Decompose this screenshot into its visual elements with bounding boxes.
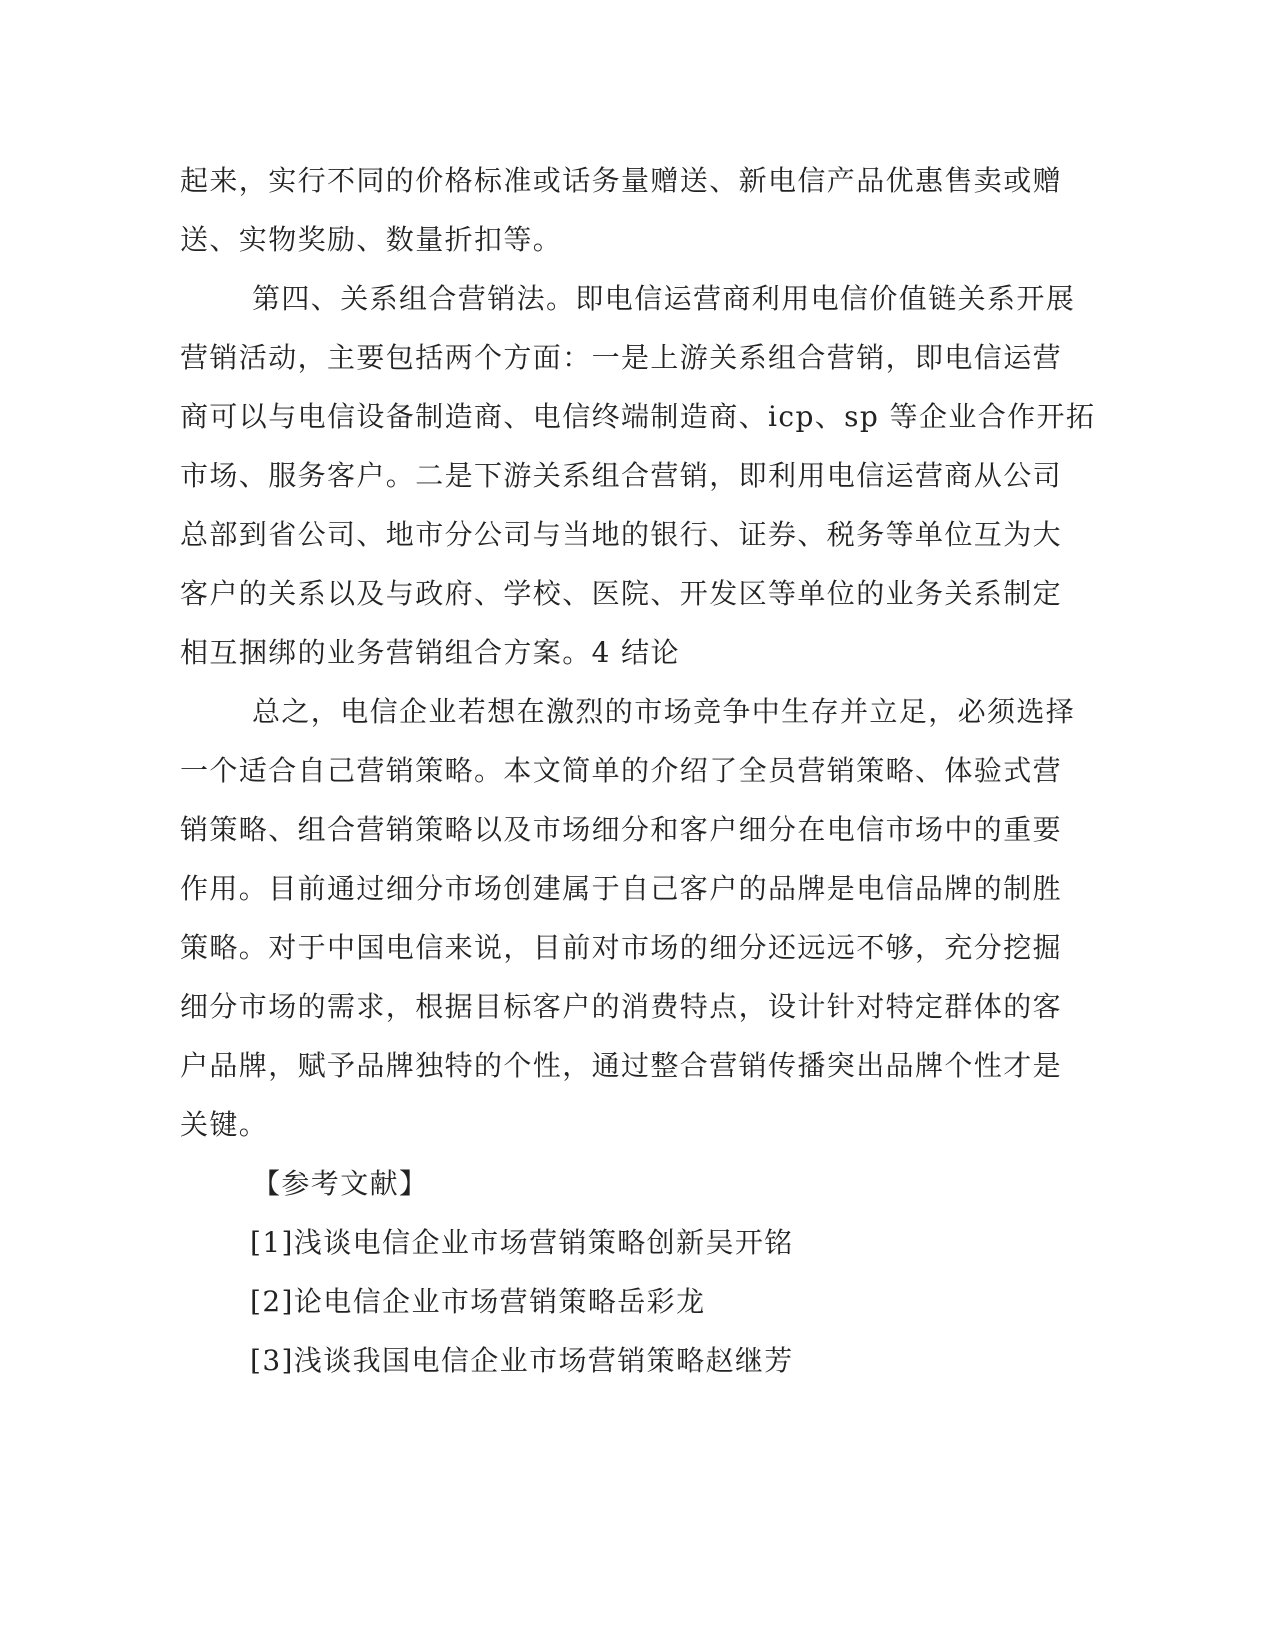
text-line: 第四、关系组合营销法。即电信运营商利用电信价值链关系开展 xyxy=(252,282,1076,315)
text-line: 户品牌，赋予品牌独特的个性，通过整合营销传播突出品牌个性才是 xyxy=(180,1049,1063,1082)
references-list xyxy=(180,1213,1030,1390)
text-line: 细分市场的需求，根据目标客户的消费特点，设计针对特定群体的客 xyxy=(180,990,1063,1023)
paragraph-conclusion xyxy=(180,682,1076,1154)
reference-item: [2]论电信企业市场营销策略岳彩龙 xyxy=(250,1285,706,1318)
paragraph-relationship-marketing xyxy=(180,269,1096,682)
text-line: 策略。对于中国电信来说，目前对市场的细分还远远不够，充分挖掘 xyxy=(180,931,1063,964)
text-line: 销策略、组合营销策略以及市场细分和客户细分在电信市场中的重要 xyxy=(180,813,1063,846)
text-line: 作用。目前通过细分市场创建属于自己客户的品牌是电信品牌的制胜 xyxy=(180,872,1063,905)
text-line: 一个适合自己营销策略。本文简单的介绍了全员营销策略、体验式营 xyxy=(180,754,1063,787)
reference-item: [3]浅谈我国电信企业市场营销策略赵继芳 xyxy=(250,1344,794,1377)
references-heading: 【参考文献】 xyxy=(252,1167,429,1200)
text-line: 营销活动，主要包括两个方面：一是上游关系组合营销，即电信运营 xyxy=(180,341,1063,374)
paragraph-price-promotion xyxy=(180,151,1063,269)
text-line: 总部到省公司、地市分公司与当地的银行、证券、税务等单位互为大 xyxy=(180,518,1063,551)
text-line: 客户的关系以及与政府、学校、医院、开发区等单位的业务关系制定 xyxy=(180,577,1063,610)
text-line: 起来，实行不同的价格标准或话务量赠送、新电信产品优惠售卖或赠 xyxy=(180,164,1063,197)
text-line: 送、实物奖励、数量折扣等。 xyxy=(180,223,563,256)
reference-item: [1]浅谈电信企业市场营销策略创新吴开铭 xyxy=(250,1226,794,1259)
text-line: 关键。 xyxy=(180,1108,269,1141)
text-line: 市场、服务客户。二是下游关系组合营销，即利用电信运营商从公司 xyxy=(180,459,1063,492)
text-line: 相互捆绑的业务营销组合方案。4 结论 xyxy=(180,636,680,669)
text-line: 总之，电信企业若想在激烈的市场竞争中生存并立足，必须选择 xyxy=(252,695,1076,728)
text-line: 商可以与电信设备制造商、电信终端制造商、icp、sp 等企业合作开拓 xyxy=(180,400,1096,433)
document-body xyxy=(180,151,1096,1390)
